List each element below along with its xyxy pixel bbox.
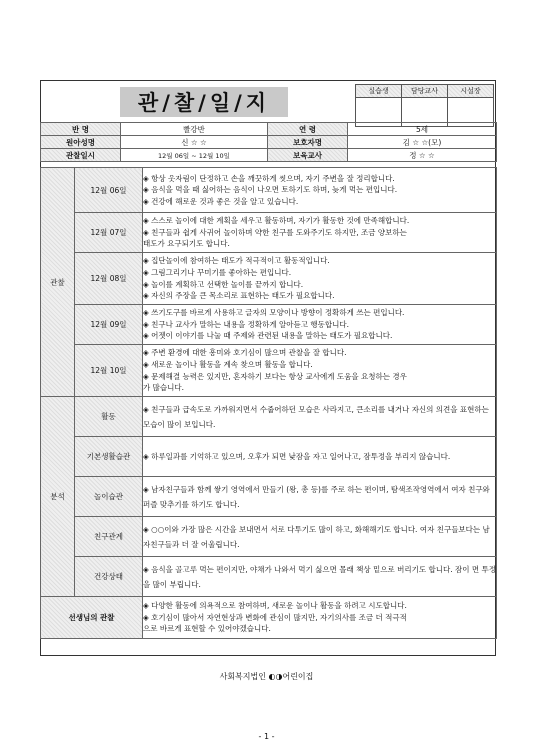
entry-line: ◈ 집단놀이에 참여하는 태도가 적극적이고 활동적입니다. [143,256,330,266]
signature-label-trainee: 실습생 [356,85,402,98]
entry-line: ◈ 건강에 해로운 것과 좋은 것을 알고 있습니다. [143,196,299,206]
entry-line: 으로 바르게 표현할 수 있어야겠습니다. [143,624,271,634]
entry-line: ◈ 항상 옷자림이 단정하고 손을 깨끗하게 씻으며, 자기 주변을 잘 정리합니다. [143,173,395,183]
entry-line: ◈ 호기심이 많아서 자연현상과 변화에 관심이 많지만, 자기의사를 조금 더 적극적 [143,612,407,622]
teacher-label: 보육교사 [268,149,348,162]
analysis-text: ◈ 남자친구들과 함께 쌓기 영역에서 만들기 (왕, 총 등)를 주로 하는 편이며, 탐색조작영역에서 여자 친구와 퍼즐 맞추기를 하기도 합니다. [143,477,497,517]
analysis-label: 기본생활습관 [75,437,143,477]
entry-line: ◈ 친구들과 쉽게 사귀어 놀이하며 약한 친구를 도와주기도 하지만, 조금 양보하는 [143,227,407,237]
date-label: 관찰일시 [41,149,121,162]
entry-line: ◈ 어젯이 이야기를 나눌 때 주제와 관련된 내용을 말하는 태도가 필요합니다. [143,331,393,341]
entry-line: ◈ 새로운 놀이나 활동을 계속 찾으며 활동을 합니다. [143,359,313,369]
child-name-label: 원아성명 [41,136,121,149]
signature-label-teacher: 담당교사 [402,85,448,98]
analysis-label: 놀이습관 [75,477,143,517]
entry-line: ◈ 자신의 주장을 큰 목소리로 표현하는 태도가 필요합니다. [143,291,335,301]
entry-line: ◈ 음식을 먹을 때 싫어하는 음식이 나오면 토하기도 하며, 늦게 먹는 편입니다. [143,185,398,195]
entry-line: ◈ 쓰기도구를 바르게 사용하고 글자의 모양이나 방향이 정확하게 쓰는 편입니다. [143,308,405,318]
day-entry [143,305,497,345]
analysis-label: 건강상태 [75,557,143,597]
entry-line: ◈ 다양한 활동에 의욕적으로 참여하며, 새로운 놀이나 활동을 하려고 시도합니다. [143,601,407,611]
teacher-observation-label: 선생님의 관찰 [41,597,143,639]
class-value: 빨강반 [121,123,268,136]
day-date: 12월 09일 [75,305,143,345]
analysis-label: 활동 [75,397,143,437]
entry-line: ◈ 놀이를 계획하고 선택한 놀이를 끝까지 합니다. [143,279,304,289]
day-date: 12월 06일 [75,168,143,213]
page-number: - 1 - [258,732,275,741]
teacher-value: 정 ☆ ☆ [348,149,497,162]
entry-line: ◈ 친구나 교사가 말하는 내용을 정확하게 알아듣고 행동합니다. [143,319,349,329]
analysis-text: ◈ 하루일과를 기억하고 있으며, 오후가 되면 낮잠을 자고 일어나고, 잠투정을 부리지 않습니다. [143,437,497,477]
day-entry [143,213,497,253]
observation-category: 관찰 [41,168,75,397]
entry-line: ◈ 주변 환경에 대한 흥미와 호기심이 많으며 관찰을 잘 합니다. [143,348,347,358]
analysis-text: ◈ ○○이와 가장 많은 시간을 보내면서 서로 다투기도 많이 하고, 화해해기도 합니다. 여자 친구들보다는 남자친구들과 더 잘 어울립니다. [143,517,497,557]
signature-label-director: 시설장 [448,85,494,98]
day-date: 12월 07일 [75,213,143,253]
age-value: 5세 [348,123,497,136]
analysis-label: 친구관계 [75,517,143,557]
info-table [40,122,497,162]
age-label: 연 령 [268,123,348,136]
entry-line: 태도가 요구되기도 합니다. [143,239,230,249]
analysis-text: ◈ 친구들과 급속도로 가까워지면서 수줍어하던 모습은 사라지고, 큰소리를 내거나 자신의 의견을 표현하는 모습이 많이 보입니다. [143,397,497,437]
guardian-label: 보호자명 [268,136,348,149]
organization-name: 사회복지법인 ◐◑어린이집 [219,672,314,681]
date-value: 12월 06일 ~ 12월 10일 [121,149,268,162]
class-label: 반 명 [41,123,121,136]
teacher-observation-entry [143,597,497,639]
day-entry [143,253,497,305]
entry-line: 가 많습니다. [143,383,184,393]
analysis-text: ◈ 음식을 골고루 먹는 편이지만, 야채가 나와서 먹기 싫으면 몰래 책상 밑으로 버리기도 합니다. 잠이 면 투정을 많이 부립니다. [143,557,497,597]
signature-table [355,84,494,127]
child-name-value: 신 ☆ ☆ [121,136,268,149]
observation-table [40,167,497,639]
guardian-value: 김 ☆ ☆(모) [348,136,497,149]
entry-line: ◈ 그림그리기나 꾸미기를 좋아하는 편입니다. [143,267,292,277]
day-date: 12월 10일 [75,345,143,397]
entry-line: ◈ 문제해결 능력은 있지만, 혼자하기 보다는 항상 교사에게 도움을 요청하는 경우 [143,371,407,381]
day-entry [143,168,497,213]
analysis-category: 분석 [41,397,75,597]
day-entry [143,345,497,397]
day-date: 12월 08일 [75,253,143,305]
page-title: 관/찰/일/지 [120,87,288,117]
entry-line: ◈ 스스로 놀이에 대한 계획을 세우고 활동하며, 자기가 활동한 것에 만족해합니다. [143,216,410,226]
